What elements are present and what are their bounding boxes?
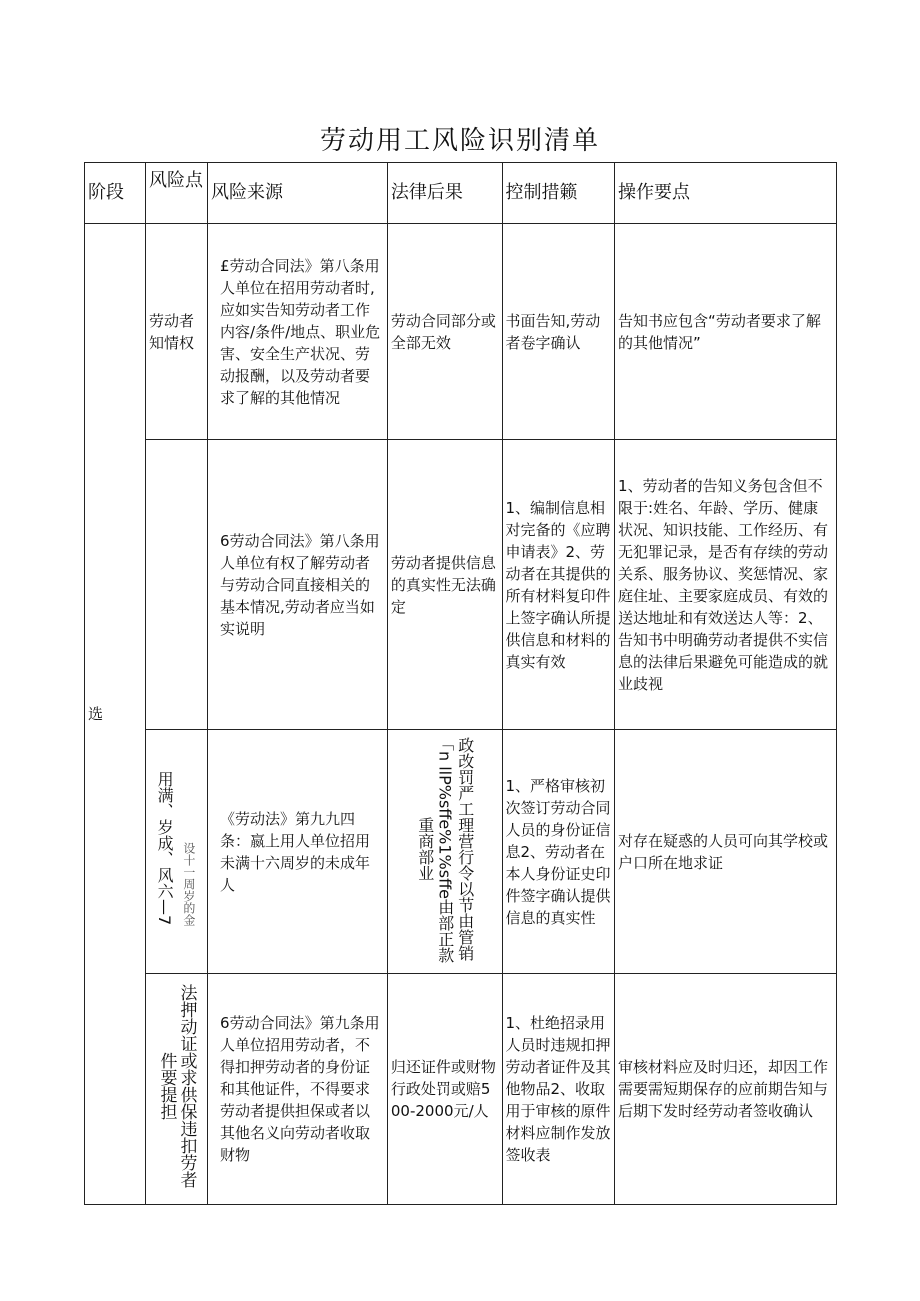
table-header-row <box>85 163 837 224</box>
risk-point-extra-text: 设十一周岁的金 <box>181 841 196 926</box>
header-risk-point: 风险点 <box>146 163 208 224</box>
table-row <box>85 224 837 440</box>
table-row <box>85 730 837 974</box>
legal-consequence-cell: 劳动者提供信息的真实性无法确定 <box>387 440 502 730</box>
table-row <box>85 974 837 1205</box>
risk-point-cell <box>146 974 208 1205</box>
legal-consequence-cell <box>387 730 502 974</box>
control-measures-cell: 1、杜绝招录用人员时违规扣押劳动者证件及其他物品2、收取用于审核的原件材料应制作发放签收表 <box>502 974 615 1205</box>
table-row <box>85 440 837 730</box>
legal-consequence-vertical-text: 政改罚严工理营行令以节由管销「n llP%sffe%1%sffe由部正款重商部业 <box>415 734 475 963</box>
stage-cell: 选 <box>85 224 146 1205</box>
page-title: 劳动用工风险识别清单 <box>319 126 600 156</box>
risk-table <box>84 162 837 1205</box>
risk-point-cell <box>146 440 208 730</box>
control-measures-cell: 1、编制信息相对完备的《应聘申请表》2、劳动者在其提供的所有材料复印件上签字确认所提供信息和材料的真实有效 <box>502 440 615 730</box>
header-control-measures: 控制措籁 <box>502 163 615 224</box>
risk-point-cell: 劳动者知情权 <box>146 224 208 440</box>
operation-points-cell: 审核材料应及时归还，却因工作需要需短期保存的应前期告知与后期下发时经劳动者签收确认 <box>615 974 837 1205</box>
risk-source-cell: 6劳动合同法》第八条用人单位有权了解劳动者与劳动合同直接相关的基本情况,劳动者应当如实说明 <box>208 440 388 730</box>
header-operation-points: 操作要点 <box>615 163 837 224</box>
risk-source-cell: 6劳动合同法》第九条用人单位招用劳动者，不得扣押劳动者的身份证和其他证件，不得要求劳动者提供担保或者以其他名义向劳动者收取财物 <box>208 974 388 1205</box>
operation-points-cell: 1、劳动者的告知义务包含但不限于:姓名、年龄、学历、健康状况、知识技能、工作经历、有无犯罪记录，是否有存续的劳动关系、服务协议、奖惩情况、家庭住址、主要家庭成员、有效的送达地址和有效送达人等：2、告知书中明确劳动者提供不实信息的法律后果避免可能造成的就业歧视 <box>615 440 837 730</box>
legal-consequence-cell: 劳动合同部分或全部无效 <box>387 224 502 440</box>
risk-source-cell: 《劳动法》第九九四条：嬴上用人单位招用未满十六周岁的未成年人 <box>208 730 388 974</box>
operation-points-cell: 对存在疑惑的人员可向其学校或户口所在地求证 <box>615 730 837 974</box>
control-measures-cell: 1、严格审核初次签订劳动合同人员的身份证信息2、劳动者在本人身份证史印件签字确认提供信息的真实性 <box>502 730 615 974</box>
legal-consequence-cell: 归还证件或财物行政处罚或赔500-2000元/人 <box>387 974 502 1205</box>
risk-point-vertical-text: 用满、岁成、风六—7 <box>155 771 175 926</box>
header-stage: 阶段 <box>85 163 146 224</box>
risk-source-cell: £劳动合同法》第八条用人单位在招用劳动者时,应如实告知劳动者工作内容/条件/地点、职业危害、安全生产状况、劳动报酬，以及劳动者要求了解的其他情况 <box>208 224 388 440</box>
risk-point-cell <box>146 730 208 974</box>
control-measures-cell: 书面告知,劳动者卷字确认 <box>502 224 615 440</box>
operation-points-cell: 告知书应包含“劳动者要求了解的其他情况” <box>615 224 837 440</box>
risk-point-vertical-text: 法押动证或求供保违扣劳者件要提担 <box>156 984 197 1188</box>
header-legal-consequence: 法律后果 <box>387 163 502 224</box>
header-risk-source: 风险来源 <box>208 163 388 224</box>
